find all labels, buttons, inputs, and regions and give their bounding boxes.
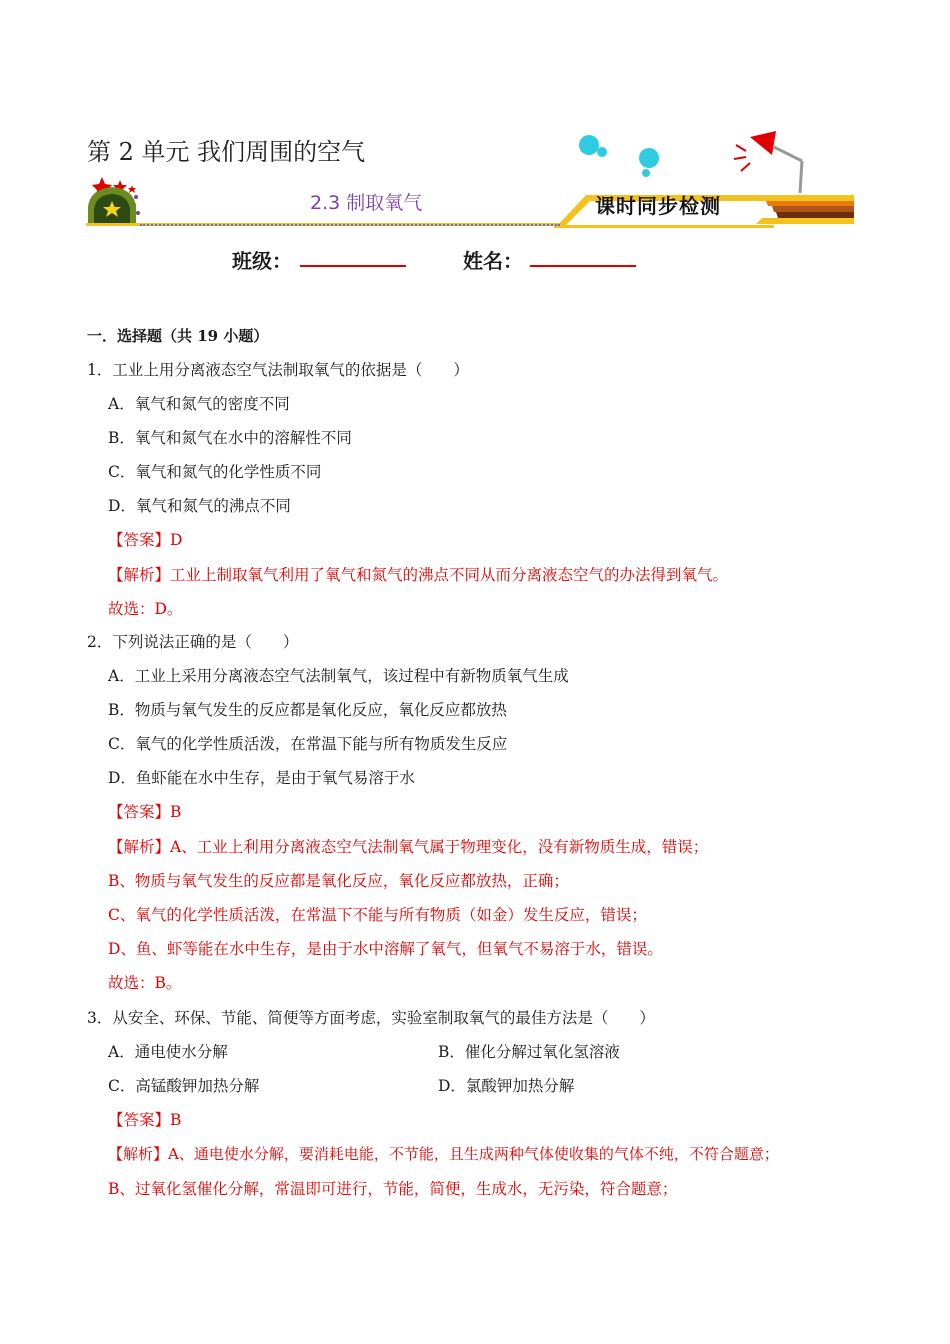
question-2-conclusion: 故选：B。 [108, 974, 182, 992]
question-2-answer [108, 801, 181, 823]
section-title: 一．选择题（共 19 小题） [87, 327, 269, 345]
question-3-analysis-1: 【解析】A、通电使水分解，要消耗电能，不节能，且生成两种气体使收集的气体不纯，不符合题意； [108, 1145, 779, 1163]
question-2-option-c: C．氧气的化学性质活泼，在常温下能与所有物质发生反应 [108, 735, 508, 753]
answer-tag: 【答案】 [108, 1111, 171, 1129]
question-3-option-a: A．通电使水分解 [108, 1043, 228, 1061]
question-1-option-a: A．氧气和氮气的密度不同 [108, 395, 290, 413]
desk-lamp-icon [734, 131, 802, 193]
name-label: 姓名： [463, 249, 523, 273]
question-1-option-b: B．氧气和氮气在水中的溶解性不同 [108, 429, 352, 447]
answer-value: D [170, 531, 183, 549]
question-1-answer [108, 529, 182, 551]
question-2-option-b: B．物质与氧气发生的反应都是氧化反应，氧化反应都放热 [108, 701, 507, 719]
question-1-option-c: C．氧气和氮气的化学性质不同 [108, 463, 322, 481]
star-emblem-icon [88, 177, 140, 225]
header-banner-graphic [86, 125, 856, 235]
dotted-divider [140, 224, 560, 226]
question-3-option-c: C．高锰酸钾加热分解 [108, 1077, 260, 1095]
question-2-option-a: A．工业上采用分离液态空气法制氧气，该过程中有新物质氧气生成 [108, 667, 569, 685]
question-3-answer [108, 1109, 181, 1131]
question-1-option-d: D．氧气和氮气的沸点不同 [108, 497, 291, 515]
bubbles-icon [579, 135, 659, 177]
question-2-analysis-4: D、鱼、虾等能在水中生存，是由于水中溶解了氧气，但氧气不易溶于水，错误。 [108, 940, 663, 958]
name-blank[interactable] [530, 265, 636, 267]
answer-tag: 【答案】 [108, 531, 171, 549]
answer-tag: 【答案】 [108, 803, 171, 821]
question-3-option-b: B．催化分解过氧化氢溶液 [438, 1043, 620, 1061]
question-3-stem: 3．从安全、环保、节能、简便等方面考虑，实验室制取氧气的最佳方法是（ ） [87, 1009, 655, 1027]
answer-value: B [170, 803, 182, 821]
lesson-title: 2.3 制取氧气 [310, 192, 423, 214]
question-3-analysis-2: B、过氧化氢催化分解，常温即可进行，节能，简便，生成水，无污染，符合题意； [108, 1180, 678, 1198]
answer-value: B [170, 1111, 182, 1129]
class-label: 班级： [232, 249, 292, 273]
question-2-analysis-3: C、氧气的化学性质活泼，在常温下不能与所有物质（如金）发生反应，错误； [108, 906, 647, 924]
question-1-conclusion: 故选：D。 [108, 600, 183, 618]
unit-title: 第 2 单元 我们周围的空气 [87, 138, 366, 166]
question-1-stem: 1．工业上用分离液态空气法制取氧气的依据是（ ） [87, 361, 469, 379]
banner-text: 课时同步检测 [595, 194, 721, 218]
question-1-analysis: 【解析】工业上制取氧气利用了氧气和氮气的沸点不同从而分离液态空气的办法得到氧气。 [108, 566, 729, 584]
question-2-analysis-1: 【解析】A、工业上利用分离液态空气法制氧气属于物理变化，没有新物质生成，错误； [108, 838, 709, 856]
class-blank[interactable] [300, 265, 406, 267]
question-3-option-d: D．氯酸钾加热分解 [438, 1077, 575, 1095]
question-2-option-d: D．鱼虾能在水中生存，是由于氧气易溶于水 [108, 769, 415, 787]
question-2-analysis-2: B、物质与氧气发生的反应都是氧化反应，氧化反应都放热，正确； [108, 872, 569, 890]
question-2-stem: 2．下列说法正确的是（ ） [87, 633, 299, 651]
